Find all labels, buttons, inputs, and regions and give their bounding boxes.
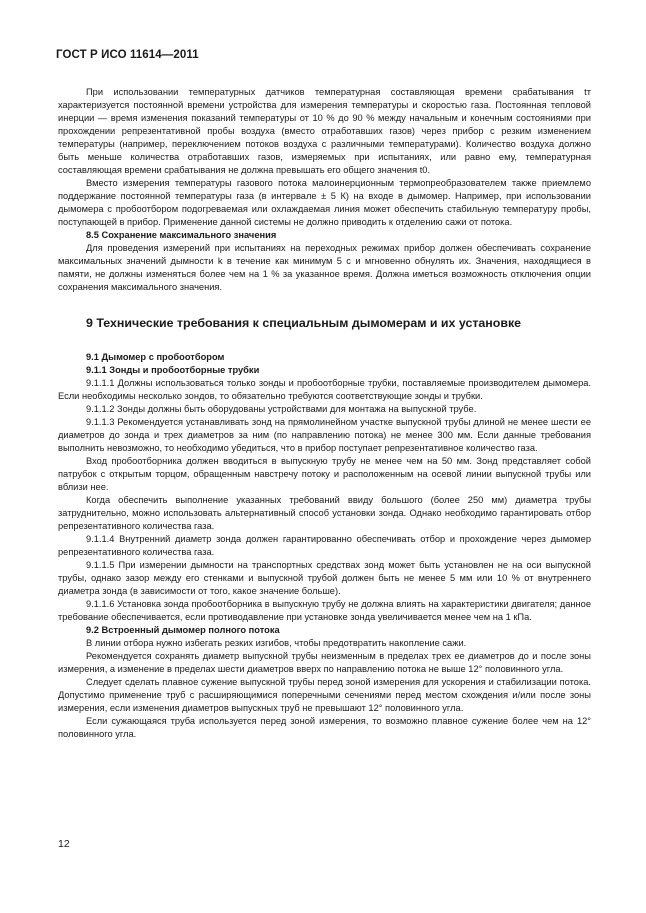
section-heading: 9.1 Дымомер с пробоотбором <box>86 352 225 362</box>
paragraph: Если сужающаяся труба используется перед зоной измерения, то возможно плавное сужение более чем на 12° половинного угла. <box>58 716 591 739</box>
paragraph: 9.1.1.6 Установка зонда пробоотборника в выпускную трубу не должна влиять на характеристики двигателя; данное требование обеспечивается, если противодавление при установке зонда увеличивается менее чем на 1 кПа. <box>58 599 591 622</box>
section-heading: 8.5 Сохранение максимального значения <box>86 230 277 240</box>
paragraph: В линии отбора нужно избегать резких изгибов, чтобы предотвратить накопление сажи. <box>86 638 467 648</box>
section-heading: 9.1.1 Зонды и пробоотборные трубки <box>86 365 260 375</box>
paragraph: При использовании температурных датчиков температурная составляющая времени срабатывания tт характеризуется постоянной времени устройства для измерения температуры и скоростью газа. Постоянная тепловой инерции — время изменения показаний температуры от 10 % до 90 % между начальным и конечным состояниями при прохождении репрезентативной пробы воздуха (вместо отработавших газов) через прибор с резким изменением температуры (например, переключением потоков воздуха с различными температурами). Количество воздуха должно быть меньше количества отработавших газов, измеряемых при испытаниях, или равно ему, температурная составляющая времени срабатывания не должна превышать его общего значения t0. <box>58 87 591 175</box>
paragraph: Вход пробоотборника должен вводиться в выпускную трубу не менее чем на 50 мм. Зонд представляет собой патрубок с открытым торцом, обращенным навстречу потоку и расположенным на осевой линии выпускной трубы или вблизи нее. <box>58 456 591 492</box>
paragraph: 9.1.1.2 Зонды должны быть оборудованы устройствами для монтажа на выпускной трубе. <box>86 404 477 414</box>
page-number: 12 <box>58 838 70 850</box>
paragraph: 9.1.1.5 При измерении дымности на транспортных средствах зонд может быть установлен не на оси выпускной трубы, однако зазор между его стенками и выпускной трубой должен быть не менее 5 мм или 10 % от внутреннего диаметра зонда (в зависимости от того, какое значение больше). <box>58 560 591 596</box>
paragraph: Когда обеспечить выполнение указанных требований ввиду большого (более 250 мм) диаметра трубы затруднительно, можно использовать альтернативный способ установки зонда. Однако необходимо гарантировать отбор репрезентативного количества газа. <box>58 495 591 531</box>
paragraph: 9.1.1.4 Внутренний диаметр зонда должен гарантированно обеспечивать отбор и прохождение через дымомер репрезентативного количества газа. <box>58 534 591 557</box>
document-body <box>58 86 591 741</box>
paragraph: 9.1.1.1 Должны использоваться только зонды и пробоотборные трубки, поставляемые производителем дымомера. Если необходимы несколько зондов, то обязательно требуются соответствующие зонды и трубки. <box>58 378 591 401</box>
paragraph: 9.1.1.3 Рекомендуется устанавливать зонд на прямолинейном участке выпускной трубы длиной не менее шести ее диаметров до зонда и трех диаметров за ним (по направлению потока) не менее 300 мм. Если данные требования выполнить невозможно, то необходимо убедиться, что в прибор поступает репрезентативное количество газа. <box>58 417 591 453</box>
paragraph: Рекомендуется сохранять диаметр выпускной трубы неизменным в пределах трех ее диаметров до и после зоны измерения, а изменение в пределах шести диаметров вверх по направлению потока не выше 12° половинного угла. <box>58 651 591 674</box>
paragraph: Вместо измерения температуры газового потока малоинерционным термопреобразователем также приемлемо поддержание постоянной температуры газа (в интервале ± 5 К) на входе в дымомер. Например, при использовании дымомера с пробоотбором подогреваемая или охлаждаемая линия может обеспечить стабильную температуру пробы, поступающей в прибор. Применение данной системы не должно приводить к отделению сажи от потока. <box>58 178 591 227</box>
paragraph: Следует сделать плавное сужение выпускной трубы перед зоной измерения для ускорения и стабилизации потока. Допустимо применение труб с расширяющимися поперечными сечениями перед местом схождения и/или после зоны измерения, если изменения диаметров выпускных труб не превышают 12° половинного угла. <box>58 677 591 713</box>
section-heading: 9.2 Встроенный дымомер полного потока <box>86 625 280 635</box>
paragraph: Для проведения измерений при испытаниях на переходных режимах прибор должен обеспечивать сохранение максимальных значений дымности k в течение как минимум 5 с и мгновенно обнулять их. Значения, находящиеся в памяти, не должны изменяться более чем на 1 % за указанное время. Должна иметься возможность отключения опции сохранения максимального значения. <box>58 243 591 292</box>
chapter-heading: 9 Технические требования к специальным дымомерам и их установке <box>86 316 522 330</box>
document-header: ГОСТ Р ИСО 11614—2011 <box>56 49 199 61</box>
